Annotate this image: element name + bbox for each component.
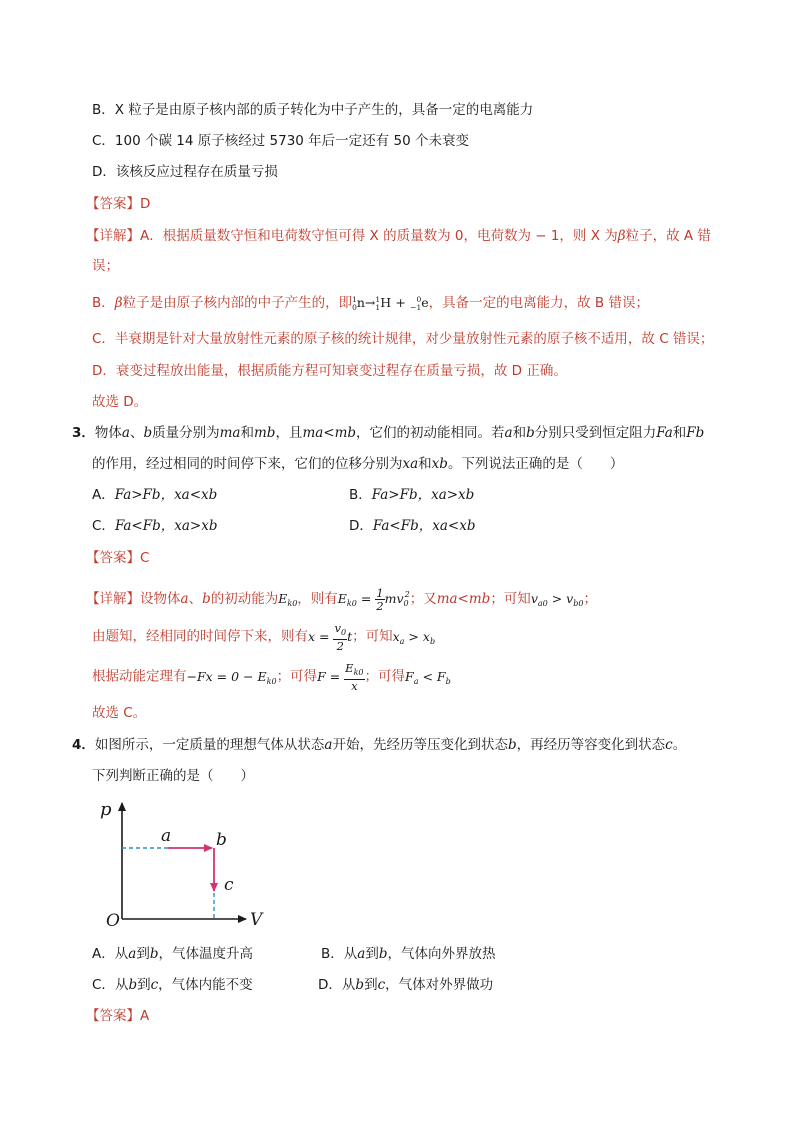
q3-detail-line1: 【详解】设物体a、b的初动能为$E_{k0}$，则有$E_{k0}$ = $\frac{1}{2}$ $mv_0^2$；又ma<mb；可知$v_{a0} > v_{b0}$；	[86, 586, 597, 613]
q3-var-b: b	[143, 425, 153, 441]
nuclear-equation	[352, 295, 429, 311]
arrow-symbol: →	[364, 295, 376, 310]
detail-a-line1	[86, 227, 711, 245]
detail-a-tail: 粒子，故 A 错	[625, 228, 711, 244]
q4-stem-line2: 下列判断正确的是（ ）	[92, 768, 254, 784]
detail-b-line	[92, 294, 649, 312]
q3-text: 物体	[94, 425, 122, 441]
conclusion-prev: 故选 D。	[92, 394, 148, 410]
point-b-label: b	[216, 830, 227, 850]
electron: 0 −1 e	[410, 294, 429, 312]
answer-line	[86, 195, 150, 213]
point-c-label: c	[224, 875, 234, 895]
option-d: D．该核反应过程存在质量亏损	[92, 164, 278, 180]
answer-tag: 【答案】	[86, 550, 140, 566]
answer-value: D	[140, 196, 151, 212]
detail-b-tail: ，具备一定的电离能力，故 B 错误；	[428, 295, 649, 311]
q4-option-d[interactable]: D．从b到c，气体对外界做功	[318, 977, 494, 993]
displacement-formula: x = $\frac{v_0}{2}$ t	[308, 621, 353, 653]
detail-tag: 【详解】	[86, 228, 140, 244]
q3-answer-line	[86, 549, 149, 567]
answer-value: C	[140, 550, 150, 566]
force-compare: $F_a < F_b$	[405, 668, 451, 686]
q3-var-a: a	[121, 425, 130, 441]
option-c: C．100 个碳 14 原子核经过 5730 年后一定还有 50 个未衰变	[92, 133, 469, 149]
detail-tag: 【详解】	[86, 591, 140, 607]
work-energy-eq: $-Fx = 0 - E_{k0}$	[186, 668, 277, 686]
answer-tag: 【答案】	[86, 1008, 140, 1024]
detail-a-text: A．根据质量数守恒和电荷数守恒可得 X 的质量数为 0，电荷数为 − 1，则 X 为	[140, 228, 618, 244]
beta-symbol: β	[617, 228, 626, 244]
q3-conclusion: 故选 C。	[92, 705, 147, 721]
q3-option-a[interactable]: A．Fa>Fb，xa<xb	[92, 487, 218, 503]
detail-a-line2: 误；	[92, 258, 119, 274]
answer-tag: 【答案】	[86, 196, 140, 212]
detail-b-mid: 粒子是由原子核内部的中子产生的，即	[122, 295, 353, 311]
ke-formula: $E_{k0}$ = $\frac{1}{2}$ $mv_0^2$	[337, 586, 410, 613]
q3-detail-line3: 根据动能定理有$-Fx = 0 - E_{k0}$；可得F = $\frac{E_{k0}}{x}$ ；可得$F_a < F_b$	[92, 661, 451, 693]
q4-option-b[interactable]: B．从a到b，气体向外界放热	[321, 946, 496, 962]
force-formula: F = $\frac{E_{k0}}{x}$	[317, 661, 364, 693]
q3-number: 3．	[72, 425, 95, 441]
pv-diagram	[96, 795, 276, 935]
beta-symbol: β	[114, 295, 123, 311]
point-a-label: a	[161, 826, 172, 846]
origin-label: O	[106, 911, 120, 931]
p-axis-label: p	[100, 799, 112, 820]
detail-b-pre: B．	[92, 295, 115, 311]
q3-detail-line2: 由题知，经相同的时间停下来，则有x = $\frac{v_0}{2}$ t；可知$x_a > x_b$	[92, 621, 436, 653]
velocity-compare: $v_{a0} > v_{b0}$	[530, 591, 584, 608]
v-axis-label: V	[250, 910, 263, 930]
proton: 1 1 H	[375, 294, 392, 312]
q4-option-a[interactable]: A．从a到b，气体温度升高	[92, 946, 253, 962]
option-b: B．X 粒子是由原子核内部的质子转化为中子产生的，具备一定的电离能力	[92, 102, 534, 118]
q4-option-c[interactable]: C．从b到c，气体内能不变	[92, 977, 253, 993]
neutron: 1 0 n	[352, 294, 365, 312]
q3-option-c[interactable]: C．Fa<Fb，xa>xb	[92, 518, 218, 534]
ek0-symbol: $E_{k0}$	[278, 591, 298, 608]
q3-stem-line2: 的作用，经过相同的时间停下来，它们的位移分别为xa和xb。下列说法正确的是（ ）	[92, 456, 624, 472]
q4-answer-line	[86, 1007, 149, 1025]
q4-stem-line1: 4．如图所示，一定质量的理想气体从状态a开始，先经历等压变化到状态b，再经历等容变化到状态c。	[72, 737, 687, 753]
answer-value: A	[140, 1008, 150, 1024]
plus-symbol: +	[395, 295, 406, 310]
q3-option-b[interactable]: B．Fa>Fb，xa>xb	[349, 487, 475, 503]
detail-d-line: D．衰变过程放出能量，根据质能方程可知衰变过程存在质量亏损，故 D 正确。	[92, 363, 567, 379]
q3-stem-line1: 3．物体a、b质量分别为ma和mb，且ma<mb，它们的初动能相同。若a和b分别只受到恒定阻力Fa和Fb	[72, 425, 705, 441]
detail-c-line: C．半衰期是针对大量放射性元素的原子核的统计规律，对少量放射性元素的原子核不适用，故 C 错误；	[92, 331, 714, 347]
q4-number: 4．	[72, 737, 95, 753]
q3-option-d[interactable]: D．Fa<Fb，xa<xb	[349, 518, 476, 534]
displacement-compare: $x_a > x_b$	[392, 628, 436, 646]
